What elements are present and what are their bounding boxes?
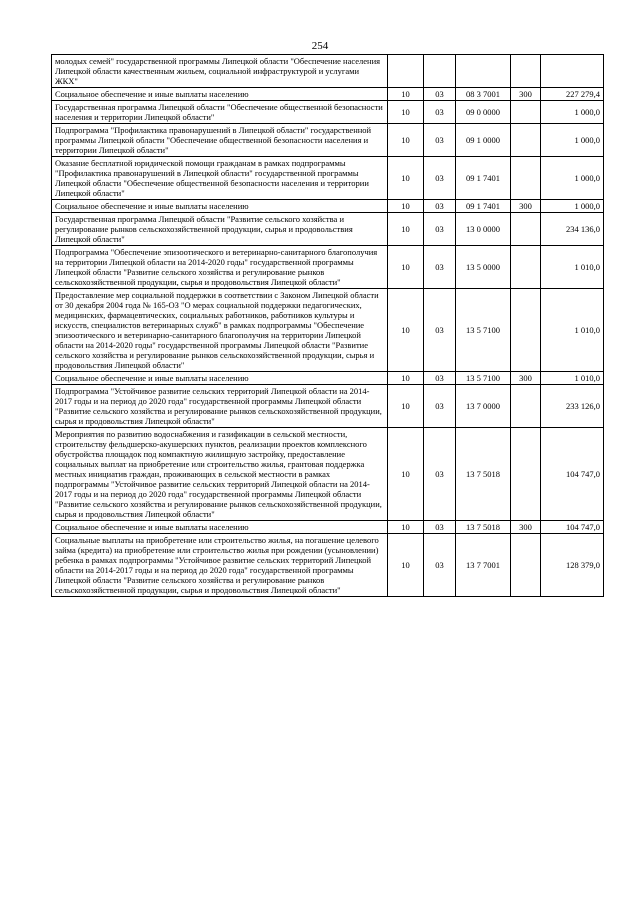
row-subsection: 03 [424, 385, 456, 428]
row-target-article: 13 7 0000 [456, 385, 511, 428]
row-expense-type [511, 213, 541, 246]
row-target-article: 09 0 0000 [456, 101, 511, 124]
page-number: 254 [311, 40, 329, 52]
row-target-article: 09 1 7401 [456, 200, 511, 213]
row-section: 10 [388, 157, 424, 200]
row-subsection [424, 55, 456, 88]
row-description: Государственная программа Липецкой области "Обеспечение общественной безопасности населения и территории Липецкой области" [52, 101, 388, 124]
table-row [52, 385, 604, 428]
row-section: 10 [388, 101, 424, 124]
row-section: 10 [388, 124, 424, 157]
table-row [52, 157, 604, 200]
row-subsection: 03 [424, 124, 456, 157]
row-target-article: 09 1 7401 [456, 157, 511, 200]
row-description: Государственная программа Липецкой области "Развитие сельского хозяйства и регулирование рынков сельскохозяйственной продукции, сырья и продовольствия Липецкой области" [52, 213, 388, 246]
row-amount: 1 010,0 [541, 246, 604, 289]
row-subsection: 03 [424, 372, 456, 385]
row-amount: 104 747,0 [541, 428, 604, 521]
row-description: Социальное обеспечение и иные выплаты населению [52, 88, 388, 101]
table-row [52, 521, 604, 534]
row-section: 10 [388, 534, 424, 597]
row-amount: 1 000,0 [541, 200, 604, 213]
row-amount: 1 000,0 [541, 124, 604, 157]
row-target-article: 13 7 5018 [456, 428, 511, 521]
row-section [388, 55, 424, 88]
table-row [52, 289, 604, 372]
row-description: Оказание бесплатной юридической помощи гражданам в рамках подпрограммы "Профилактика правонарушений в Липецкой области" государственной программы Липецкой области "Обеспечение общественной безопасности населения и территории Липецкой области" [52, 157, 388, 200]
row-expense-type [511, 55, 541, 88]
row-section: 10 [388, 428, 424, 521]
row-target-article: 13 7 5018 [456, 521, 511, 534]
row-description: Предоставление мер социальной поддержки в соответствии с Законом Липецкой области от 30 декабря 2004 года № 165-ОЗ "О мерах социальной поддержки педагогических, медицинских, фармацевтических, социальных работников, работников культуры и искусств, специалистов ветеринарных служб" в рамках подпрограммы "Обеспечение эпизоотического и ветеринарно-санитарного благополучия на территории Липецкой области на 2014-2020 годы" государственной программы Липецкой области "Развитие сельского хозяйства и регулирование рынков сельскохозяйственной продукции, сырья и продовольствия Липецкой области" [52, 289, 388, 372]
row-description: Социальное обеспечение и иные выплаты населению [52, 521, 388, 534]
row-description: Подпрограмма "Устойчивое развитие сельских территорий Липецкой области на 2014-2017 годы и на период до 2020 года" государственной программы Липецкой области "Развитие сельского хозяйства и регулирование рынков сельскохозяйственной продукции, сырья и продовольствия Липецкой области" [52, 385, 388, 428]
table-row [52, 372, 604, 385]
table-row [52, 534, 604, 597]
row-description: молодых семей" государственной программы Липецкой области "Обеспечение населения Липецкой области качественным жильем, социальной инфраструктурой и услугами ЖКХ" [52, 55, 388, 88]
row-target-article [456, 55, 511, 88]
row-subsection: 03 [424, 213, 456, 246]
row-subsection: 03 [424, 289, 456, 372]
row-subsection: 03 [424, 428, 456, 521]
row-section: 10 [388, 200, 424, 213]
row-subsection: 03 [424, 534, 456, 597]
row-target-article: 13 5 7100 [456, 372, 511, 385]
row-section: 10 [388, 521, 424, 534]
row-target-article: 13 0 0000 [456, 213, 511, 246]
row-amount: 234 136,0 [541, 213, 604, 246]
row-amount: 104 747,0 [541, 521, 604, 534]
row-expense-type [511, 124, 541, 157]
row-subsection: 03 [424, 521, 456, 534]
row-amount: 128 379,0 [541, 534, 604, 597]
row-subsection: 03 [424, 101, 456, 124]
table-row [52, 213, 604, 246]
row-expense-type: 300 [511, 521, 541, 534]
row-section: 10 [388, 385, 424, 428]
row-expense-type [511, 157, 541, 200]
row-section: 10 [388, 289, 424, 372]
row-amount [541, 55, 604, 88]
row-section: 10 [388, 213, 424, 246]
row-target-article: 13 7 7001 [456, 534, 511, 597]
row-subsection: 03 [424, 88, 456, 101]
row-expense-type [511, 385, 541, 428]
row-amount: 1 000,0 [541, 157, 604, 200]
budget-table [51, 54, 604, 597]
row-subsection: 03 [424, 157, 456, 200]
row-expense-type [511, 246, 541, 289]
row-section: 10 [388, 246, 424, 289]
row-amount: 1 010,0 [541, 289, 604, 372]
row-section: 10 [388, 88, 424, 101]
row-target-article: 13 5 7100 [456, 289, 511, 372]
table-row [52, 101, 604, 124]
row-amount: 227 279,4 [541, 88, 604, 101]
table-row [52, 200, 604, 213]
budget-table-body [52, 55, 604, 597]
row-expense-type [511, 534, 541, 597]
row-expense-type: 300 [511, 88, 541, 101]
row-subsection: 03 [424, 200, 456, 213]
row-description: Подпрограмма "Обеспечение эпизоотического и ветеринарно-санитарного благополучия на территории Липецкой области на 2014-2020 годы" государственной программы Липецкой области "Развитие сельского хозяйства и регулирование рынков сельскохозяйственной продукции, сырья и продовольствия Липецкой области" [52, 246, 388, 289]
row-description: Социальные выплаты на приобретение или строительство жилья, на погашение целевого займа (кредита) на приобретение или строительство жилья при рождении (усыновлении) ребенка в рамках подпрограммы "Устойчивое развитие сельских территорий Липецкой области на 2014-2017 годы и на период до 2020 года" государственной программы Липецкой области "Развитие сельского хозяйства и регулирование рынков сельскохозяйственной продукции, сырья и продовольствия Липецкой области" [52, 534, 388, 597]
row-expense-type [511, 428, 541, 521]
row-target-article: 09 1 0000 [456, 124, 511, 157]
row-amount: 233 126,0 [541, 385, 604, 428]
row-target-article: 08 3 7001 [456, 88, 511, 101]
row-expense-type [511, 289, 541, 372]
row-target-article: 13 5 0000 [456, 246, 511, 289]
table-row [52, 246, 604, 289]
row-amount: 1 010,0 [541, 372, 604, 385]
row-section: 10 [388, 372, 424, 385]
row-description: Социальное обеспечение и иные выплаты населению [52, 200, 388, 213]
table-row [52, 88, 604, 101]
row-expense-type: 300 [511, 200, 541, 213]
table-row [52, 428, 604, 521]
table-row [52, 124, 604, 157]
table-row [52, 55, 604, 88]
row-description: Мероприятия по развитию водоснабжения и газификации в сельской местности, строительству фельдшерско-акушерских пунктов, реализации проектов комплексного обустройства площадок под компактную жилищную застройку, предоставление социальных выплат на приобретение или строительство жилья, грантовая поддержка местных инициатив граждан, проживающих в сельской местности в рамках подпрограммы "Устойчивое развитие сельских территорий Липецкой области на 2014-2017 годы и на период до 2020 года" государственной программы Липецкой области "Развитие сельского хозяйства и регулирование рынков сельскохозяйственной продукции, сырья и продовольствия Липецкой области" [52, 428, 388, 521]
row-expense-type [511, 101, 541, 124]
row-description: Подпрограмма "Профилактика правонарушений в Липецкой области" государственной программы Липецкой области "Обеспечение общественной безопасности населения и территории Липецкой области" [52, 124, 388, 157]
row-description: Социальное обеспечение и иные выплаты населению [52, 372, 388, 385]
row-expense-type: 300 [511, 372, 541, 385]
row-subsection: 03 [424, 246, 456, 289]
row-amount: 1 000,0 [541, 101, 604, 124]
